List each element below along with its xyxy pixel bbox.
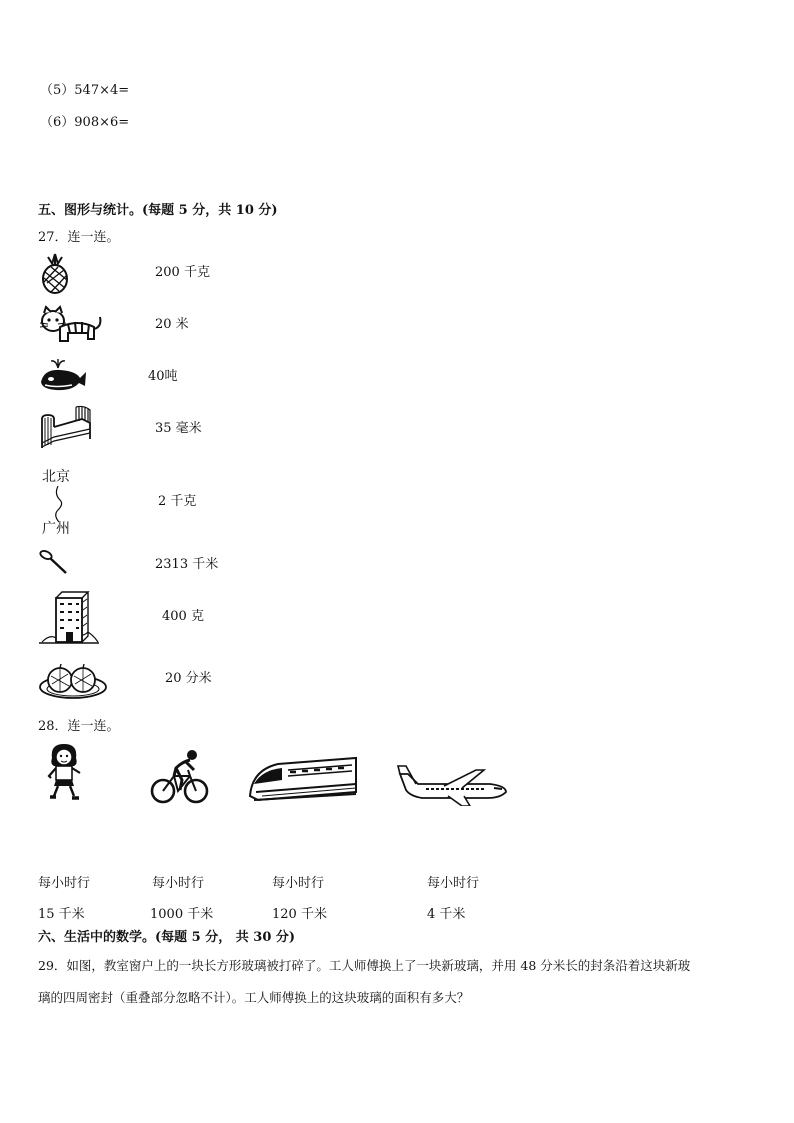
whale-icon (38, 356, 88, 392)
pushpin-icon (38, 548, 70, 576)
measure-label: 2 千克 (158, 494, 197, 509)
measure-label: 200 千克 (155, 265, 210, 280)
measure-label: 20 米 (155, 317, 189, 332)
section-heading: 五、图形与统计。(每题 5 分，共 10 分) (38, 203, 278, 218)
speed-label-top: 每小时行 (427, 876, 480, 891)
measure-label: 40吨 (148, 369, 178, 384)
beijing-guangzhou-map-icon (40, 464, 80, 542)
airplane-icon (396, 762, 508, 806)
apple-plate-icon (38, 660, 108, 700)
question-title: 27．连一连。 (38, 230, 120, 245)
speed-value: 4 千米 (427, 907, 466, 922)
speed-label-top: 每小时行 (272, 876, 325, 891)
tiger-icon (38, 305, 104, 347)
building-icon (38, 590, 100, 644)
section-heading: 六、生活中的数学。(每题 5 分， 共 30 分) (38, 930, 296, 945)
measure-label: 35 毫米 (155, 421, 202, 436)
speed-value: 1000 千米 (150, 907, 214, 922)
question-text-line2: 璃的四周密封（重叠部分忽略不计）。工人师傅换上的这块玻璃的面积有多大？ (38, 990, 470, 1005)
cyclist-icon (150, 746, 210, 806)
calc-item-5: （5）547×4= (40, 83, 130, 98)
high-speed-train-icon (248, 756, 360, 806)
speed-value: 120 千米 (272, 907, 327, 922)
map-label-guangzhou: 广州 (42, 521, 70, 537)
speed-label-top: 每小时行 (152, 876, 205, 891)
pineapple-icon (38, 252, 72, 294)
question-text-line1: 29．如图，教室窗户上的一块长方形玻璃被打碎了。工人师傅换上了一块新玻璃，并用 48 分米长的封条沿着这块新玻 (38, 958, 691, 973)
girl-walking-icon (44, 742, 88, 802)
measure-label: 20 分米 (165, 671, 212, 686)
measure-label: 2313 千米 (155, 557, 219, 572)
map-label-beijing: 北京 (42, 469, 70, 485)
bed-icon (38, 405, 92, 449)
speed-label-top: 每小时行 (38, 876, 91, 891)
measure-label: 400 克 (162, 609, 204, 624)
calc-item-6: （6）908×6= (40, 115, 130, 130)
speed-value: 15 千米 (38, 907, 85, 922)
question-title: 28．连一连。 (38, 719, 120, 734)
